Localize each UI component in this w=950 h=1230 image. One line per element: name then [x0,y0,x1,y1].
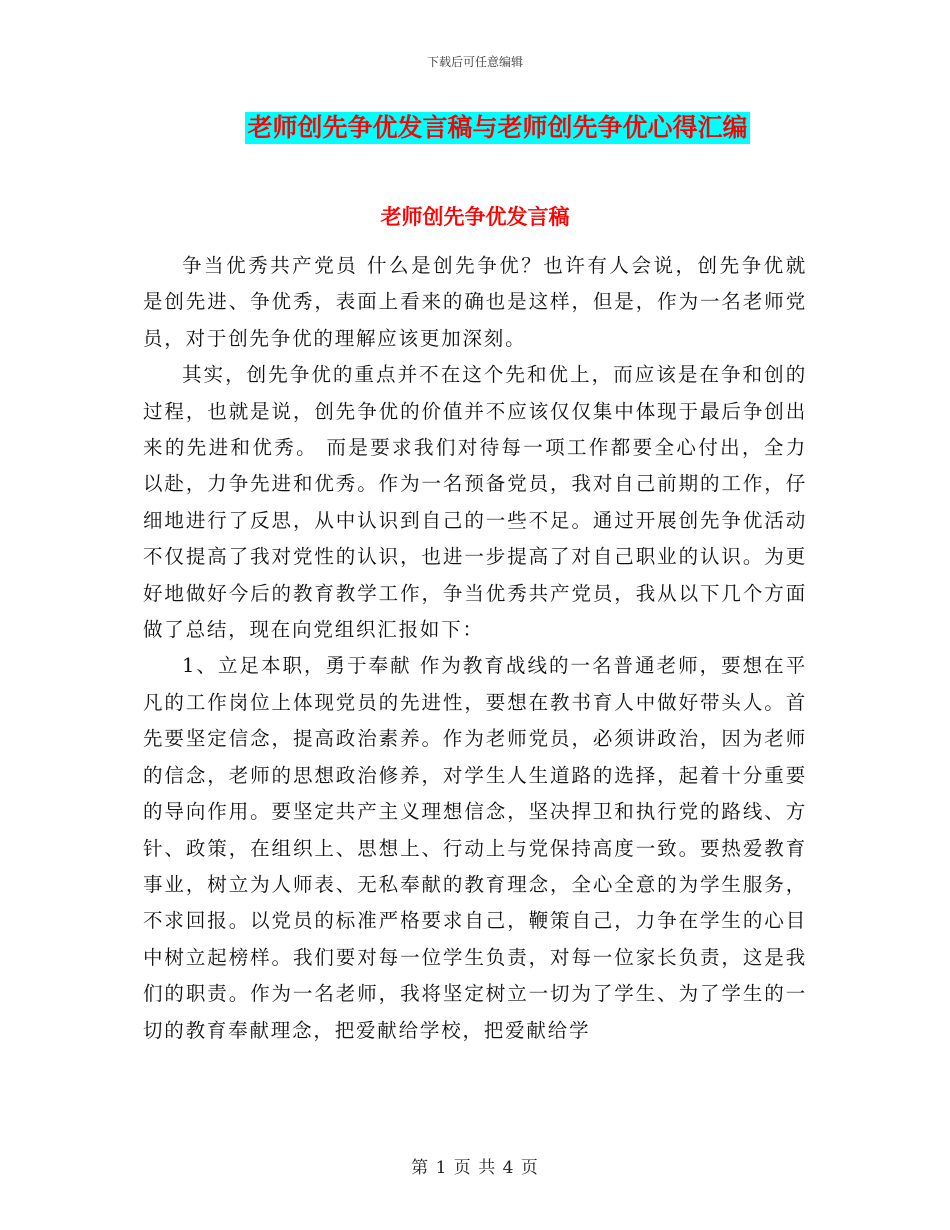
paragraph-1: 争当优秀共产党员 什么是创先争优？也许有人会说，创先争优就是创先进、争优秀，表面上看来的确也是这样，但是，作为一名老师党员，对于创先争优的理解应该更加深刻。 [143,254,807,350]
header-note: 下载后可任意编辑 [426,55,523,69]
paragraph-2: 其实，创先争优的重点并不在这个先和优上，而应该是在争和创的过程，也就是说，创先争优的价值并不应该仅仅集中体现于最后争创出来的先进和优秀。 而是要求我们对待每一项工作都要全心付出，全力以赴，力争先进和优秀。作为一名预备党员，我对自己前期的工作，仔细地进行了反思，从中认识到自己的一些不足。通过开展创先争优活动不仅提高了我对党性的认识，也进一步提高了对自己职业的认识。为更好地做好今后的教育教学工作，争当优秀共产党员，我从以下几个方面做了总结，现在向党组织汇报如下： [143,363,807,642]
document-body [143,248,807,1049]
section-title: 老师创先争优发言稿 [380,205,570,229]
main-title-container [0,112,950,144]
page-footer: 第 1 页 共 4 页 [411,1158,539,1178]
paragraph-3: 1、立足本职，勇于奉献 作为教育战线的一名普通老师，要想在平凡的工作岗位上体现党员的先进性，要想在教书育人中做好带头人。首先要坚定信念，提高政治素养。作为老师党员，必须讲政治，因为老师的信念，老师的思想政治修养，对学生人生道路的选择，起着十分重要的导向作用。要坚定共产主义理想信念，坚决捍卫和执行党的路线、方针、政策，在组织上、思想上、行动上与党保持高度一致。要热爱教育事业，树立为人师表、无私奉献的教育理念，全心全意的为学生服务，不求回报。以党员的标准严格要求自己，鞭策自己，力争在学生的心目中树立起榜样。我们要对每一位学生负责，对每一位家长负责，这是我们的职责。作为一名老师，我将坚定树立一切为了学生、为了学生的一切的教育奉献理念，把爱献给学校，把爱献给学 [143,654,807,1042]
main-title: 老师创先争优发言稿与老师创先争优心得汇编 [247,113,748,142]
